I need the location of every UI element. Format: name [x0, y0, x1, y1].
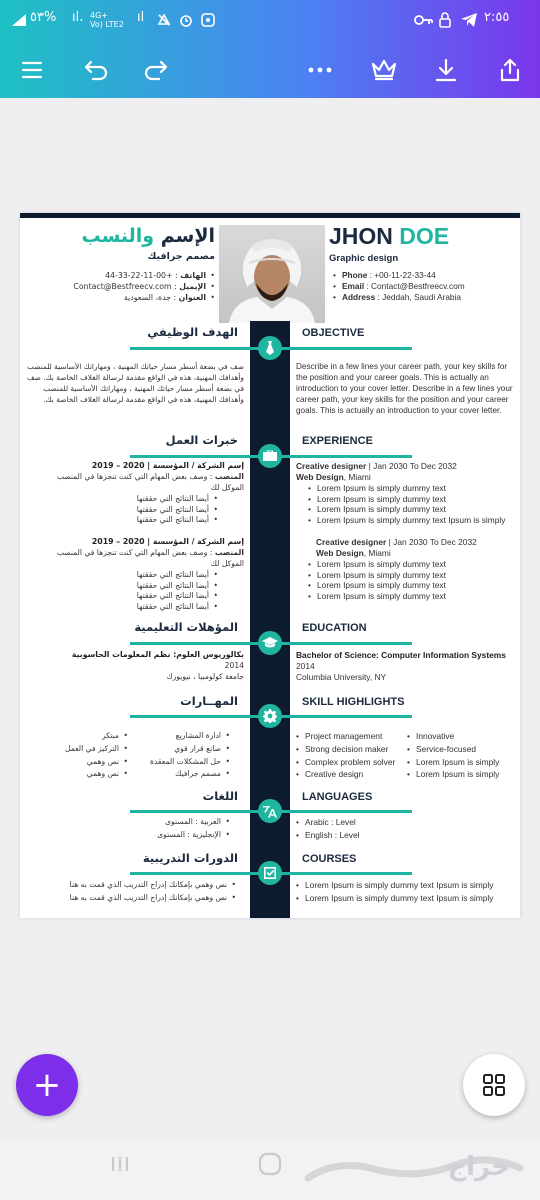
mute-icon	[156, 12, 172, 28]
objective-icon-badge	[258, 336, 282, 360]
list-item: • Lorem Ipsum is simply	[407, 768, 499, 781]
education-title-ar: المؤهلات التعليمية	[134, 620, 238, 634]
redo-button[interactable]	[138, 52, 174, 88]
network-type-top: 4G+	[90, 11, 108, 20]
skills-col1-en	[296, 730, 395, 781]
contact-phone-ar: • الهاتف : +00-11-22-33-44	[73, 270, 215, 281]
list-item: • أيضا النتائج التي حققتها	[137, 591, 218, 602]
signal-icon	[10, 12, 28, 28]
contact-email-ar: • الإيميل : Contact@Bestfreecv.com	[73, 281, 215, 292]
list-item: • مصمم جرافيك	[150, 768, 230, 781]
checkbox-icon	[263, 866, 277, 880]
list-item: • أيضا النتائج التي حققتها	[137, 515, 218, 526]
crown-icon	[370, 58, 398, 82]
objective-title-en: OBJECTIVE	[302, 327, 365, 339]
degree-year-en: 2014	[296, 661, 315, 671]
list-item: • أيضا النتائج التي حققتها	[137, 570, 218, 581]
list-item: • Lorem Ipsum is simply dummy text	[308, 483, 505, 494]
home-button[interactable]	[256, 1150, 284, 1178]
more-icon	[307, 66, 333, 74]
contact-address-en: • Address : Jeddah, Saudi Arabia	[333, 292, 465, 303]
list-item: • Lorem Ipsum is simply dummy text Ipsum is simply	[296, 879, 493, 892]
list-item: • Lorem Ipsum is simply dummy text	[308, 570, 446, 581]
list-item: • حل المشكلات المعقدة	[150, 756, 230, 769]
recent-apps-icon	[108, 1152, 132, 1176]
resume-page[interactable]	[20, 213, 520, 918]
undo-icon	[83, 59, 109, 81]
pages-grid-button[interactable]	[463, 1054, 525, 1116]
job1-bullets-en	[308, 483, 505, 525]
last-name-en: DOE	[399, 223, 450, 249]
list-item: • أيضا النتائج التي حققتها	[137, 602, 218, 613]
grid-icon	[482, 1073, 506, 1097]
objective-text-ar: صف في بضعة أسطر مسار حياتك المهنية ، ومهاراتك الأساسية للمنصب وأهدافك المهنية، هذه في الواقع مقدمة لرسالة الغلاف الخاصة بك. صف في بضعة أسطر مسار حياتك المهنية ، ومهاراتك الأساسية للمنصب وأهدافك المهنية، هذه في الواقع مقدمة لرسالة الغلاف الخاصة بك.	[26, 362, 244, 404]
objective-text-en: Describe in a few lines your career path, your key skills for the position and your career goals. This is actually an introduction to your cover letter. Describe in a few lines your career path, your key skills for the position and your career goals. This is actually an introduction to your cover letter.	[296, 362, 513, 415]
list-item: • مبتكر	[65, 730, 128, 743]
list-item: • Lorem Ipsum is simply dummy text	[308, 494, 505, 505]
share-icon	[498, 57, 522, 83]
experience-icon-badge	[258, 444, 282, 468]
objective-title-ar: الهدف الوظيفي	[147, 325, 238, 339]
languages-title-en: LANGUAGES	[302, 791, 373, 803]
languages-icon-badge	[258, 799, 282, 823]
clock: ٢:٥٥	[484, 10, 510, 25]
person-avatar-icon	[219, 225, 325, 323]
degree-en: Bachelor of Science: Computer Information Systems	[296, 650, 506, 660]
courses-icon-badge	[258, 861, 282, 885]
contact-phone-en: • Phone : +00-11-22-33-44	[333, 270, 465, 281]
screenshot-icon	[200, 12, 216, 28]
download-icon	[434, 57, 458, 83]
first-name-en: JHON	[329, 223, 393, 249]
courses-list-ar	[70, 879, 236, 904]
list-item: • أيضا النتائج التي حققتها	[137, 581, 218, 592]
key-icon	[414, 13, 434, 27]
job1-header-en: Creative designer | Jan 2030 To Dec 2032	[296, 461, 457, 471]
list-item: • نص وهمي	[65, 756, 128, 769]
briefcase-icon	[263, 450, 277, 462]
list-item: • نص وهمي بإمكانك إدراج التدريب الذي قمت به هنا	[70, 892, 236, 905]
role-en: Graphic design	[329, 253, 399, 264]
signal-bars-icon: ıl.	[72, 10, 84, 25]
list-item: • Lorem Ipsum is simply dummy text	[308, 559, 446, 570]
list-item: • Lorem Ipsum is simply dummy text	[308, 591, 446, 602]
skills-title-en: SKILL HIGHLIGHTS	[302, 696, 405, 708]
battery-percent: ٥٣%	[30, 10, 57, 25]
translate-icon	[262, 804, 278, 818]
list-item: • ادارة المشاريع	[150, 730, 230, 743]
list-item: • صانع قرار قوي	[150, 743, 230, 756]
center-spine	[250, 321, 290, 918]
skills-col1-ar	[150, 730, 230, 781]
list-item: • Lorem Ipsum is simply dummy text	[308, 504, 505, 515]
job2-role-ar: المنصب : وصف بعض المهام التي كنت تنجزها في المنصب الموكل لك	[56, 548, 244, 568]
telegram-icon	[460, 12, 478, 28]
list-item: • Lorem Ipsum is simply dummy text Ipsum is simply	[296, 892, 493, 905]
job1-company-en: Web Design, Miami	[296, 472, 371, 482]
job1-header-ar: إسم الشركة / المؤسسة | 2020 – 2019	[91, 461, 244, 470]
list-item: • Innovative	[407, 730, 499, 743]
list-item: • Lorem Ipsum is simply dummy text	[308, 580, 446, 591]
gear-icon	[263, 709, 277, 723]
languages-title-ar: اللغات	[202, 789, 238, 803]
list-item: • أيضا النتائج التي حققتها	[137, 494, 218, 505]
job2-bullets-en	[308, 559, 446, 601]
list-item: • Project management	[296, 730, 395, 743]
job1-role-ar: المنصب : وصف بعض المهام التي كنت تنجزها في المنصب الموكل لك	[56, 472, 244, 492]
list-item: • نص وهمي بإمكانك إدراج التدريب الذي قمت به هنا	[70, 879, 236, 892]
languages-list-ar	[157, 816, 230, 841]
education-title-en: EDUCATION	[302, 622, 367, 634]
list-item: • Complex problem solver	[296, 756, 395, 769]
job2-header-ar: إسم الشركة / المؤسسة | 2020 – 2019	[91, 537, 244, 546]
list-item: • Arabic : Level	[296, 816, 359, 829]
contact-email-en: • Email : Contact@Bestfreecv.com	[333, 281, 465, 292]
graduation-cap-icon	[262, 637, 278, 649]
school-en: Columbia University, NY	[296, 672, 387, 682]
education-icon-badge	[258, 631, 282, 655]
home-icon	[256, 1150, 284, 1178]
last-name-ar: والنسب	[81, 225, 155, 247]
list-item: • أيضا النتائج التي حققتها	[137, 505, 218, 516]
name-en	[329, 223, 449, 250]
list-item: • Strong decision maker	[296, 743, 395, 756]
list-item: • العربية : المستوى	[157, 816, 230, 829]
skills-title-ar: المهــارات	[180, 694, 238, 708]
network-type-bottom: Vo) LTE2	[90, 20, 124, 29]
list-item: • الإنجليزية : المستوى	[157, 829, 230, 842]
lock-icon	[438, 11, 452, 29]
recent-apps-button[interactable]	[108, 1152, 132, 1176]
experience-title-ar: خبرات العمل	[165, 433, 238, 447]
name-ar	[81, 225, 215, 247]
skills-col2-ar	[65, 730, 128, 781]
list-item: • Service-focused	[407, 743, 499, 756]
resume-top-bar	[20, 213, 520, 218]
job2-header-en: Creative designer | Jan 2030 To Dec 2032	[316, 537, 477, 547]
job2-bullets-ar	[137, 570, 218, 612]
more-button[interactable]	[302, 52, 338, 88]
role-ar: مصمم جرافيك	[147, 251, 215, 262]
languages-list-en	[296, 816, 359, 841]
menu-icon	[21, 60, 43, 80]
degree-ar: بكالوريوس العلوم: نظم المعلومات الحاسوبية	[71, 650, 244, 659]
tie-icon	[264, 341, 276, 355]
courses-title-ar: الدورات التدريبية	[142, 851, 238, 865]
list-item: • English : Level	[296, 829, 359, 842]
contact-list-en	[333, 270, 465, 303]
job2-company-en: Web Design, Miami	[316, 548, 391, 558]
school-ar: جامعة كولومبيا ، نيويورك	[166, 672, 244, 681]
list-item: • Creative design	[296, 768, 395, 781]
status-bar	[0, 0, 540, 42]
skills-icon-badge	[258, 704, 282, 728]
watermark-text: حراج	[447, 1152, 510, 1182]
haraj-watermark	[298, 1150, 528, 1190]
job1-bullets-ar	[137, 494, 218, 526]
profile-photo[interactable]	[219, 225, 325, 323]
list-item: • نص وهمي	[65, 768, 128, 781]
list-item: • التركيز في العمل	[65, 743, 128, 756]
undo-button[interactable]	[78, 52, 114, 88]
degree-year-ar: 2014	[224, 661, 244, 670]
courses-list-en	[296, 879, 493, 904]
skills-col2-en	[407, 730, 499, 781]
share-button[interactable]	[492, 52, 528, 88]
add-element-button[interactable]	[16, 1054, 78, 1116]
wifi-signal-icon: ıl	[137, 10, 145, 25]
list-item: • Lorem Ipsum is simply dummy text Ipsum is simply	[308, 515, 505, 526]
redo-icon	[143, 59, 169, 81]
editor-toolbar	[0, 42, 540, 98]
courses-title-en: COURSES	[302, 853, 357, 865]
download-button[interactable]	[428, 52, 464, 88]
list-item: • Lorem Ipsum is simply	[407, 756, 499, 769]
alarm-icon	[178, 12, 194, 28]
contact-address-ar: • العنوان : جدة، السعودية	[73, 292, 215, 303]
contact-list-ar	[73, 270, 215, 303]
first-name-ar: الإسم	[160, 225, 215, 247]
premium-button[interactable]	[366, 52, 402, 88]
experience-title-en: EXPERIENCE	[302, 435, 373, 447]
menu-button[interactable]	[14, 52, 50, 88]
plus-icon: +	[32, 1065, 62, 1105]
